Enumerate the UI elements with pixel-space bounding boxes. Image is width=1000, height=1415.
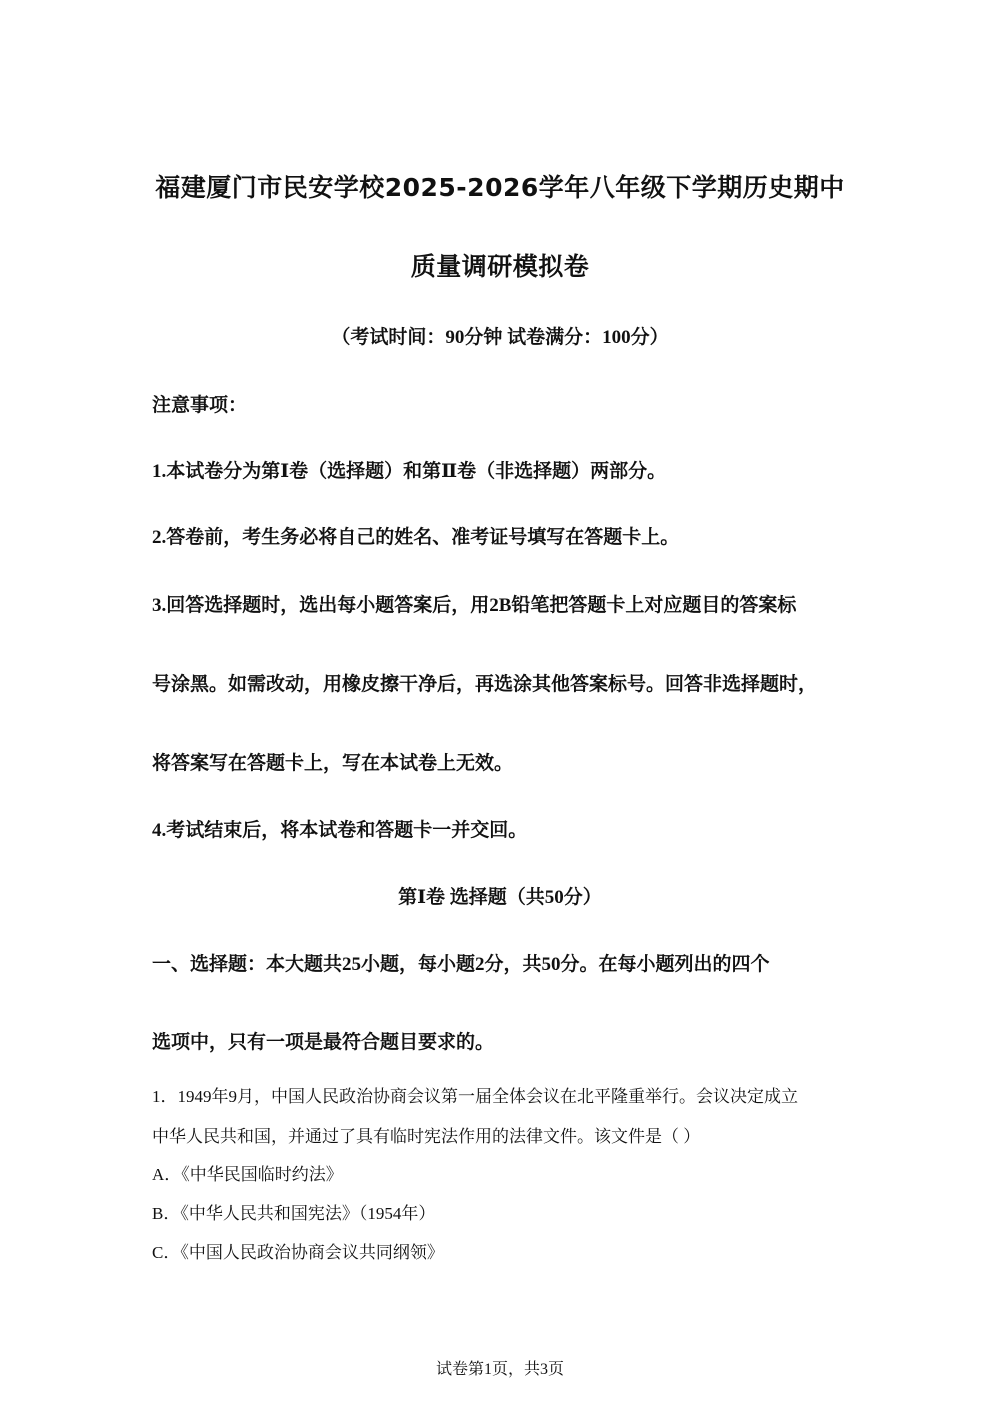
question-1-stem-line-2: 中华人民共和国，并通过了具有临时宪法作用的法律文件。该文件是（ ）	[152, 1127, 701, 1146]
exam-info: （考试时间：90分钟 试卷满分：100分）	[331, 327, 669, 348]
notice-item-1: 1.本试卷分为第Ⅰ卷（选择题）和第Ⅱ卷（非选择题）两部分。	[152, 461, 667, 482]
exam-title-line-1: 福建厦门市民安学校2025-2026学年八年级下学期历史期中	[155, 173, 845, 202]
question-1-option-c: C．《中国人民政治协商会议共同纲领》	[152, 1243, 444, 1262]
part1-heading: 第Ⅰ卷 选择题（共50分）	[398, 887, 602, 908]
section1-instructions-line-1: 一、选择题：本大题共25小题，每小题2分，共50分。在每小题列出的四个	[152, 954, 770, 975]
notice-item-3-cont-2: 将答案写在答题卡上，写在本试卷上无效。	[152, 753, 514, 774]
exam-title-line-2: 质量调研模拟卷	[410, 252, 590, 281]
question-1-option-b: B．《中华人民共和国宪法》（1954年）	[152, 1204, 436, 1223]
question-1-option-a: A．《中华民国临时约法》	[152, 1165, 343, 1184]
notice-item-3: 3.回答选择题时，选出每小题答案后，用2B铅笔把答题卡上对应题目的答案标	[152, 595, 797, 616]
notice-heading: 注意事项：	[152, 395, 248, 416]
question-1-stem-line-1: 1．1949年9月，中国人民政治协商会议第一届全体会议在北平隆重举行。会议决定成立	[152, 1087, 798, 1106]
page-footer: 试卷第1页，共3页	[435, 1361, 564, 1378]
section1-instructions-line-2: 选项中，只有一项是最符合题目要求的。	[152, 1032, 495, 1053]
notice-item-3-cont: 号涂黑。如需改动，用橡皮擦干净后，再选涂其他答案标号。回答非选择题时，	[152, 674, 818, 695]
notice-item-4: 4.考试结束后，将本试卷和答题卡一并交回。	[152, 820, 528, 841]
notice-item-2: 2.答卷前，考生务必将自己的姓名、准考证号填写在答题卡上。	[152, 527, 680, 548]
